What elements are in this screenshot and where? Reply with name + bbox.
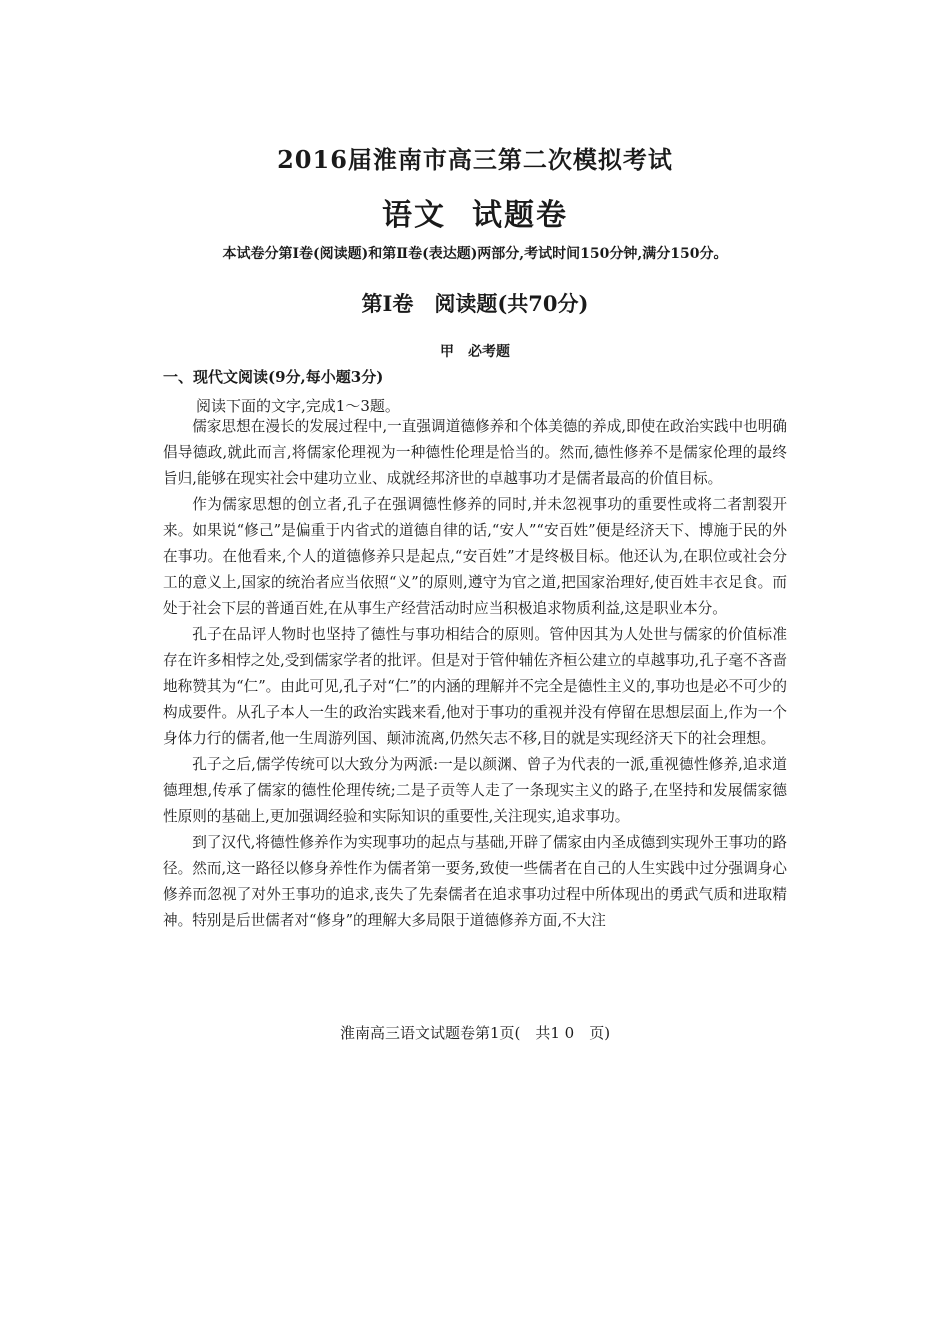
subject-name: 语文	[382, 198, 446, 233]
passage-paragraph: 作为儒家思想的创立者,孔子在强调德性修养的同时,并未忽视事功的重要性或将二者割裂开来。如果说“修己”是偏重于内省式的道德自律的话,“安人”“安百姓”便是经济天下、博施于民的外在事功。在他看来,个人的道德修养只是起点,“安百姓”才是终极目标。他还认为,在职位或社会分工的意义上,国家的统治者应当依照“义”的原则,遵守为官之道,把国家治理好,使百姓丰衣足食。而处于社会下层的普通百姓,在从事生产经营活动时应当积极追求物质利益,这是职业本分。	[163, 496, 787, 617]
required-section-label: 甲 必考题	[440, 344, 510, 360]
passage-paragraph: 儒家思想在漫长的发展过程中,一直强调道德修养和个体美德的养成,即使在政治实践中也明确倡导德政,就此而言,将儒家伦理视为一种德性伦理是恰当的。然而,德性修养不是儒家伦理的最终旨归,能够在现实社会中建功立业、成就经邦济世的卓越事功才是儒者最高的价值目标。	[163, 418, 787, 487]
exam-title: 2016届淮南市高三第二次模拟考试	[277, 145, 673, 174]
section-heading: 一、现代文阅读(9分,每小题3分)	[163, 368, 384, 386]
reading-instruction: 阅读下面的文字,完成1～3题。	[196, 397, 400, 415]
reading-passage	[163, 414, 787, 934]
passage-paragraph: 孔子之后,儒学传统可以大致分为两派:一是以颜渊、曾子为代表的一派,重视德性修养,追求道德理想,传承了儒家的德性伦理传统;二是子贡等人走了一条现实主义的路子,在坚持和发展儒家德性原则的基础上,更加强调经验和实际知识的重要性,关注现实,追求事功。	[163, 756, 787, 825]
page-footer: 淮南高三语文试题卷第1页( 共1 0 页)	[339, 1024, 611, 1042]
paper-type: 试题卷	[472, 198, 568, 233]
exam-instructions: 本试卷分第Ⅰ卷(阅读题)和第Ⅱ卷(表达题)两部分,考试时间150分钟,满分150分。	[222, 246, 728, 262]
passage-paragraph: 孔子在品评人物时也坚持了德性与事功相结合的原则。管仲因其为人处世与儒家的价值标准存在许多相悖之处,受到儒家学者的批评。但是对于管仲辅佐齐桓公建立的卓越事功,孔子毫不吝啬地称赞其为“仁”。由此可见,孔子对“仁”的内涵的理解并不完全是德性主义的,事功也是必不可少的构成要件。从孔子本人一生的政治实践来看,他对于事功的重视并没有停留在思想层面上,作为一个身体力行的儒者,他一生周游列国、颠沛流离,仍然矢志不移,目的就是实现经济天下的社会理想。	[163, 626, 787, 747]
passage-paragraph: 到了汉代,将德性修养作为实现事功的起点与基础,开辟了儒家由内圣成德到实现外王事功的路径。然而,这一路径以修身养性作为儒者第一要务,致使一些儒者在自己的人生实践中过分强调身心修养而忽视了对外王事功的追求,丧失了先秦儒者在追求事功过程中所体现出的勇武气质和进取精神。特别是后世儒者对“修身”的理解大多局限于道德修养方面,不大注	[163, 834, 787, 929]
subject-title	[0, 190, 950, 234]
part-title: 第Ⅰ卷 阅读题(共70分)	[361, 291, 589, 316]
